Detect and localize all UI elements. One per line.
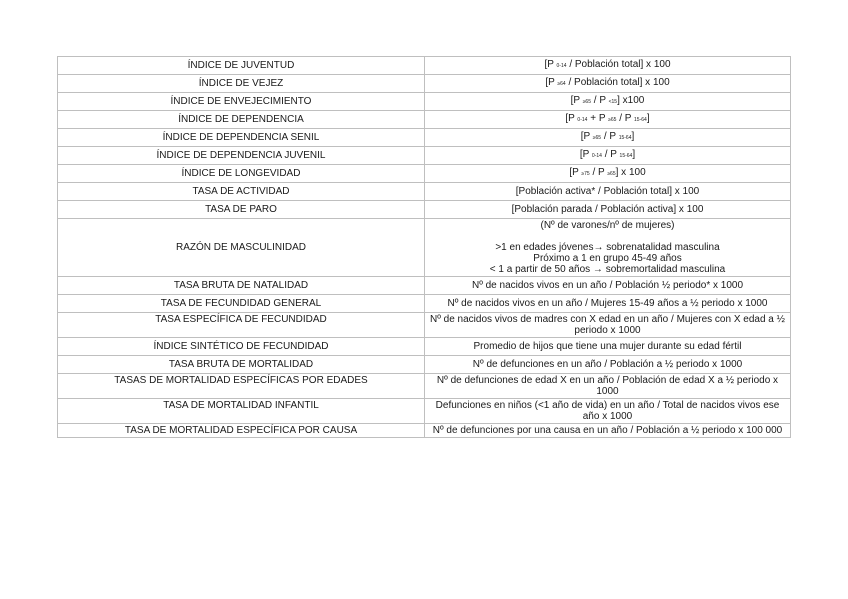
table-row: [58, 201, 791, 219]
indicator-name: ÍNDICE DE ENVEJECIMIENTO: [58, 93, 425, 111]
indicator-formula: [P ≥65 / P <15] x100: [425, 93, 791, 111]
indicator-name: TASAS DE MORTALIDAD ESPECÍFICAS POR EDADES: [58, 374, 425, 399]
indicator-formula: Nº de defunciones de edad X en un año / Población de edad X a ½ periodo x 1000: [425, 374, 791, 399]
indicator-name: TASA BRUTA DE MORTALIDAD: [58, 356, 425, 374]
table-row: [58, 111, 791, 129]
indicator-name: ÍNDICE DE DEPENDENCIA SENIL: [58, 129, 425, 147]
indicator-formula: Promedio de hijos que tiene una mujer durante su edad fértil: [425, 338, 791, 356]
indicator-name: TASA ESPECÍFICA DE FECUNDIDAD: [58, 313, 425, 338]
indicator-name: ÍNDICE DE JUVENTUD: [58, 57, 425, 75]
table-row: [58, 93, 791, 111]
indicator-formula: Nº de nacidos vivos de madres con X edad en un año / Mujeres con X edad a ½ periodo x 1000: [425, 313, 791, 338]
table-row: [58, 277, 791, 295]
indicator-name: TASA DE MORTALIDAD ESPECÍFICA POR CAUSA: [58, 424, 425, 438]
indicator-name: TASA DE PARO: [58, 201, 425, 219]
indicator-formula: [P ≥64 / Población total] x 100: [425, 75, 791, 93]
indicator-name: ÍNDICE DE VEJEZ: [58, 75, 425, 93]
table-row: [58, 165, 791, 183]
indicator-name: RAZÓN DE MASCULINIDAD: [58, 219, 425, 277]
indicator-formula: [P ≥75 / P ≥65] x 100: [425, 165, 791, 183]
table-row: [58, 219, 791, 277]
indicator-formula: [P ≥65 / P 15-64]: [425, 129, 791, 147]
indicator-name: TASA BRUTA DE NATALIDAD: [58, 277, 425, 295]
indicator-name: ÍNDICE DE LONGEVIDAD: [58, 165, 425, 183]
indicator-name: TASA DE FECUNDIDAD GENERAL: [58, 295, 425, 313]
indicator-name: ÍNDICE DE DEPENDENCIA JUVENIL: [58, 147, 425, 165]
table-row: [58, 313, 791, 338]
table-row: [58, 356, 791, 374]
indicator-formula: Nº de nacidos vivos en un año / Población ½ periodo* x 1000: [425, 277, 791, 295]
table-row: [58, 295, 791, 313]
indicator-formula: [P 0-14 + P ≥65 / P 15-64]: [425, 111, 791, 129]
indicator-formula: [Población parada / Población activa] x 100: [425, 201, 791, 219]
indicator-name: TASA DE MORTALIDAD INFANTIL: [58, 399, 425, 424]
table-row: [58, 57, 791, 75]
indicator-formula: [Población activa* / Población total] x 100: [425, 183, 791, 201]
indicator-formula: [P 0-14 / P 15-64]: [425, 147, 791, 165]
indicator-formula: Nº de defunciones por una causa en un año / Población a ½ periodo x 100 000: [425, 424, 791, 438]
indicator-formula: Nº de defunciones en un año / Población a ½ periodo x 1000: [425, 356, 791, 374]
table-row: [58, 183, 791, 201]
indicator-formula: Defunciones en niños (<1 año de vida) en un año / Total de nacidos vivos ese año x 1000: [425, 399, 791, 424]
table-row: [58, 399, 791, 424]
indicator-formula: (Nº de varones/nº de mujeres) >1 en edades jóvenes→ sobrenatalidad masculina Próximo a 1 en grupo 45-49 años < 1 a partir de 50 años → sobremortalidad masculina: [425, 219, 791, 277]
indicator-name: ÍNDICE SINTÉTICO DE FECUNDIDAD: [58, 338, 425, 356]
indicators-table: [57, 56, 791, 438]
table-row: [58, 147, 791, 165]
table-row: [58, 338, 791, 356]
indicator-formula: Nº de nacidos vivos en un año / Mujeres 15-49 años a ½ periodo x 1000: [425, 295, 791, 313]
table-row: [58, 129, 791, 147]
table-row: [58, 75, 791, 93]
table-row: [58, 424, 791, 438]
table-row: [58, 374, 791, 399]
indicator-name: ÍNDICE DE DEPENDENCIA: [58, 111, 425, 129]
indicator-formula: [P 0-14 / Población total] x 100: [425, 57, 791, 75]
indicator-name: TASA DE ACTIVIDAD: [58, 183, 425, 201]
